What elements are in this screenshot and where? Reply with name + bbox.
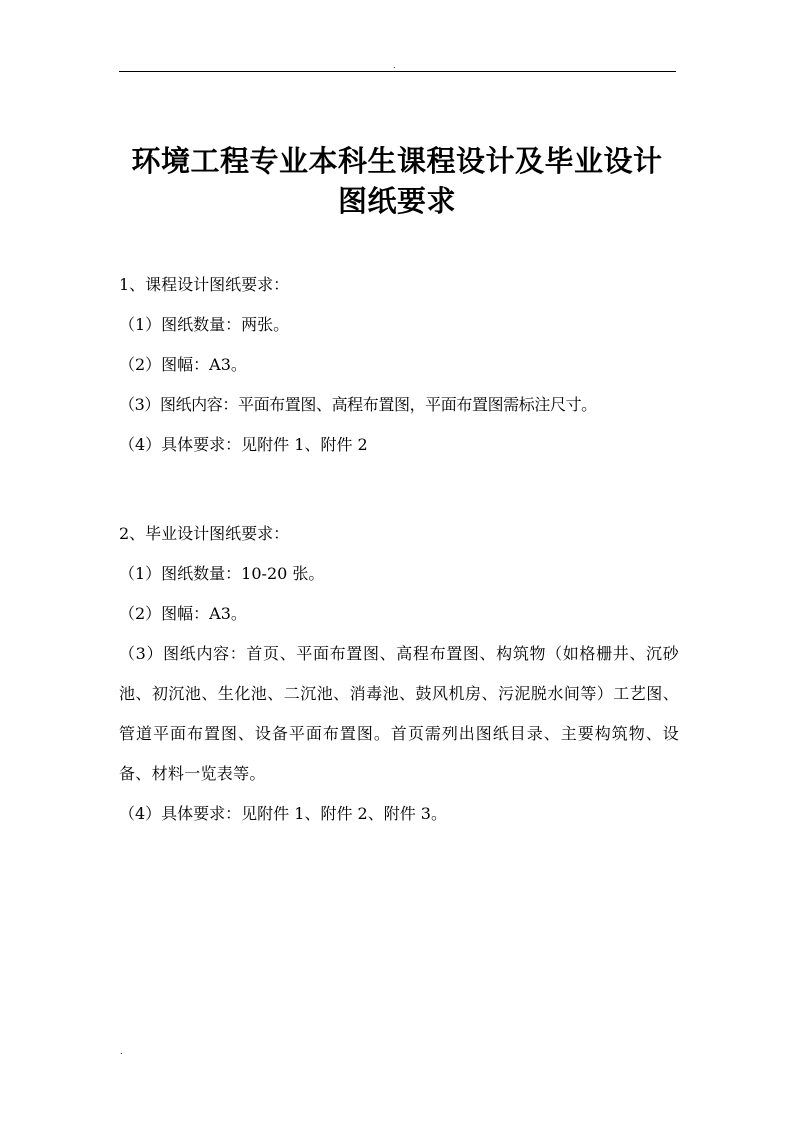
title-line-1: 环境工程专业本科生课程设计及毕业设计	[131, 144, 663, 178]
graduation-design-item-3: （3）图纸内容：首页、平面布置图、高程布置图、构筑物（如格栅井、沉砂池、初沉池、生化池、二沉池、消毒池、鼓风机房、污泥脱水间等）工艺图、管道平面布置图、设备平面布置图。首页需列出图纸目录、主要构筑物、设备、材料一览表等。	[119, 644, 679, 783]
course-design-item-3: （3）图纸内容：平面布置图、高程布置图，平面布置图需标注尺寸。	[119, 395, 597, 414]
graduation-design-heading: 2、毕业设计图纸要求：	[119, 524, 290, 543]
header-rule	[119, 71, 676, 72]
graduation-design-item-4: （4）具体要求：见附件 1、附件 2、附件 3。	[119, 804, 447, 823]
graduation-design-item-1: （1）图纸数量：10-20 张。	[119, 564, 325, 583]
course-design-item-2: （2）图幅：A3。	[119, 355, 247, 374]
course-design-item-1: （1）图纸数量：两张。	[119, 315, 290, 334]
graduation-design-item-2: （2）图幅：A3。	[119, 604, 247, 623]
footer-mark: .	[120, 1047, 123, 1056]
header-mark: .	[393, 61, 396, 70]
course-design-section	[119, 265, 679, 465]
title-line-2: 图纸要求	[337, 184, 456, 218]
course-design-heading: 1、课程设计图纸要求：	[119, 275, 290, 294]
graduation-design-section	[119, 514, 679, 834]
page-title	[100, 141, 694, 221]
course-design-item-4: （4）具体要求：见附件 1、附件 2	[119, 435, 368, 454]
